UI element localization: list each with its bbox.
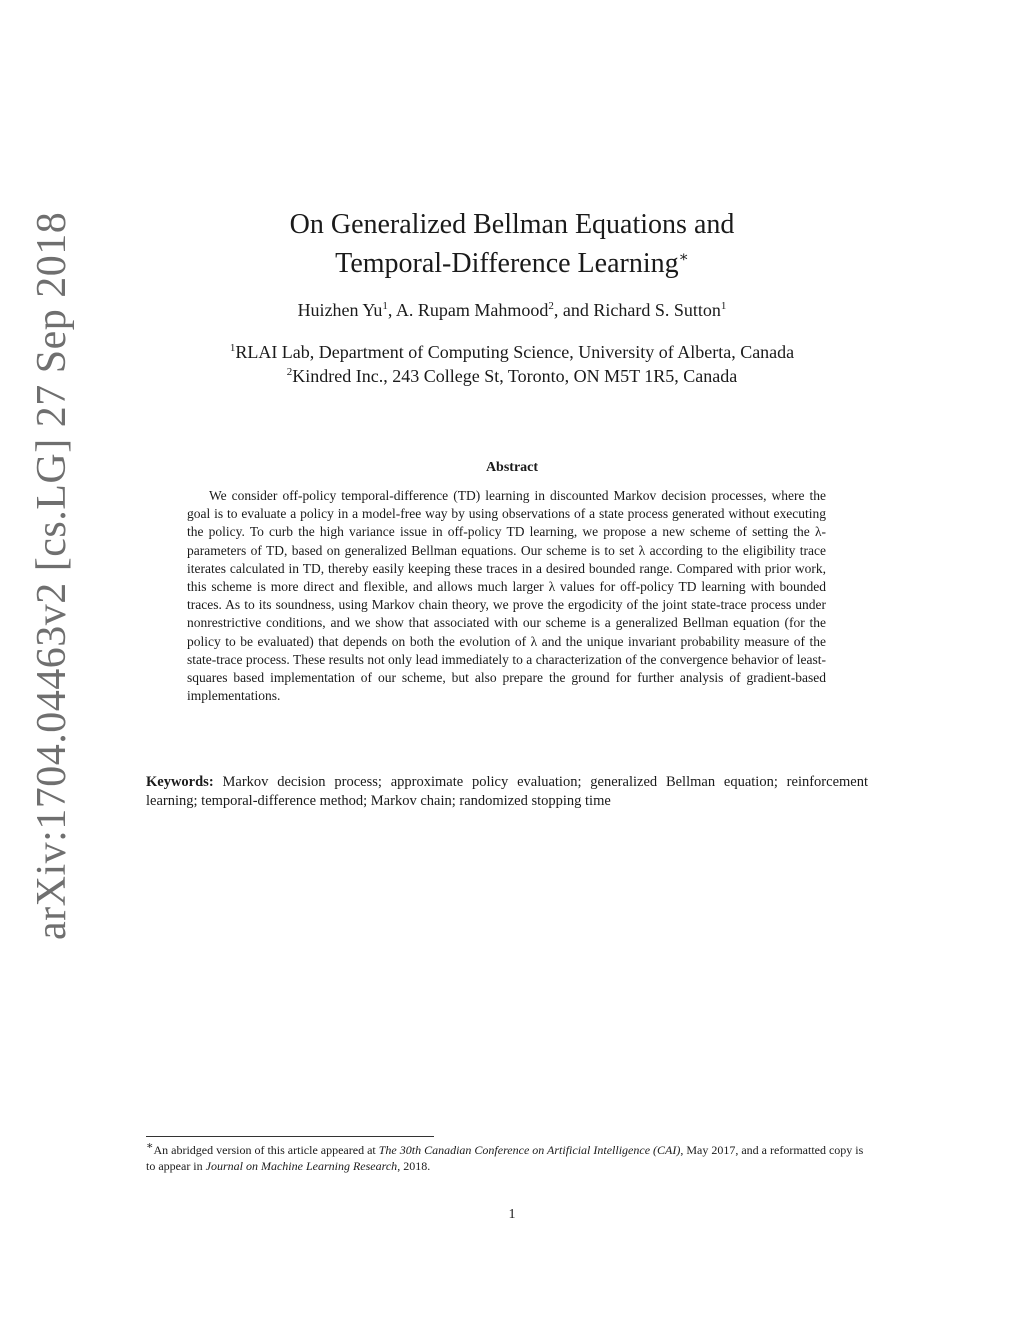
affiliation-mark: 2 bbox=[286, 366, 293, 378]
arxiv-identifier-stamp: arXiv:1704.04463v2 [cs.LG] 27 Sep 2018 bbox=[29, 211, 75, 940]
keywords-label: Keywords: bbox=[146, 774, 214, 790]
footnote bbox=[146, 1142, 868, 1174]
abstract-body: We consider off-policy temporal-difference (TD) learning in discounted Markov decision processes, where the goal is to evaluate a policy in a model-free way by using observations of a state process generated without executing the policy. To curb the high variance issue in off-policy TD learning, we propose a new scheme of setting the λ-parameters of TD, based on generalized Bellman equations. Our scheme is to set λ according to the eligibility trace iterates calculated in TD, thereby easily keeping these traces in a desired bounded range. Compared with prior work, this scheme is more direct and flexible, and allows much larger λ values for off-policy TD learning with bounded traces. As to its soundness, using Markov chain theory, we prove the ergodicity of the joint state-trace process under nonrestrictive conditions, and we show that associated with our scheme is a generalized Bellman equation (for the policy to be evaluated) that depends on both the evolution of λ and the unique invariant probability measure of the state-trace process. These results not only lead immediately to a characterization of the convergence behavior of least-squares based implementation of our scheme, but also prepare the ground for further analysis of gradient-based implementations. bbox=[187, 488, 826, 704]
author-separator: , bbox=[387, 300, 396, 320]
affiliation-mark: 1 bbox=[229, 342, 236, 354]
keywords-text: Markov decision process; approximate policy evaluation; generalized Bellman equation; reinforcement learning; temporal-difference method; Markov chain; randomized stopping time bbox=[146, 774, 868, 809]
abstract-heading: Abstract bbox=[485, 460, 539, 475]
footnote-text-1: An abridged version of this article appeared at bbox=[153, 1143, 379, 1157]
affiliation-list bbox=[0, 340, 1024, 388]
author-separator: , and bbox=[553, 300, 594, 320]
author-affil-mark: 1 bbox=[382, 300, 388, 312]
author-name: A. Rupam Mahmood bbox=[395, 300, 549, 320]
affiliation-line bbox=[0, 364, 1024, 388]
title-footnote-mark: ∗ bbox=[678, 249, 689, 266]
paper-title bbox=[0, 205, 1024, 283]
footnote-mark: ∗ bbox=[146, 1140, 154, 1152]
footnote-journal: Journal on Machine Learning Research bbox=[205, 1159, 398, 1173]
author-name: Huizhen Yu bbox=[297, 300, 383, 320]
affiliation-text: Kindred Inc., 243 College St, Toronto, ON M5T 1R5, Canada bbox=[292, 366, 738, 386]
title-line-1: On Generalized Bellman Equations and bbox=[289, 209, 735, 240]
footnote-text-2: , May 2017, and a reformatted copy is to appear in bbox=[146, 1143, 864, 1173]
author-affil-mark: 2 bbox=[548, 300, 554, 312]
author-list bbox=[0, 298, 1024, 322]
title-line-2-text: Temporal-Difference Learning bbox=[335, 248, 679, 279]
author-name: Richard S. Sutton bbox=[593, 300, 721, 320]
footnote-venue: The 30th Canadian Conference on Artificial Intelligence (CAI) bbox=[378, 1143, 681, 1157]
page-number: 1 bbox=[508, 1207, 516, 1222]
footnote-divider bbox=[146, 1136, 434, 1137]
affiliation-line bbox=[0, 340, 1024, 364]
keywords-section bbox=[146, 773, 868, 811]
author-affil-mark: 1 bbox=[720, 300, 727, 312]
title-line-2 bbox=[0, 244, 1024, 283]
footnote-text-3: , 2018. bbox=[397, 1159, 431, 1173]
affiliation-text: RLAI Lab, Department of Computing Science, University of Alberta, Canada bbox=[235, 342, 795, 362]
